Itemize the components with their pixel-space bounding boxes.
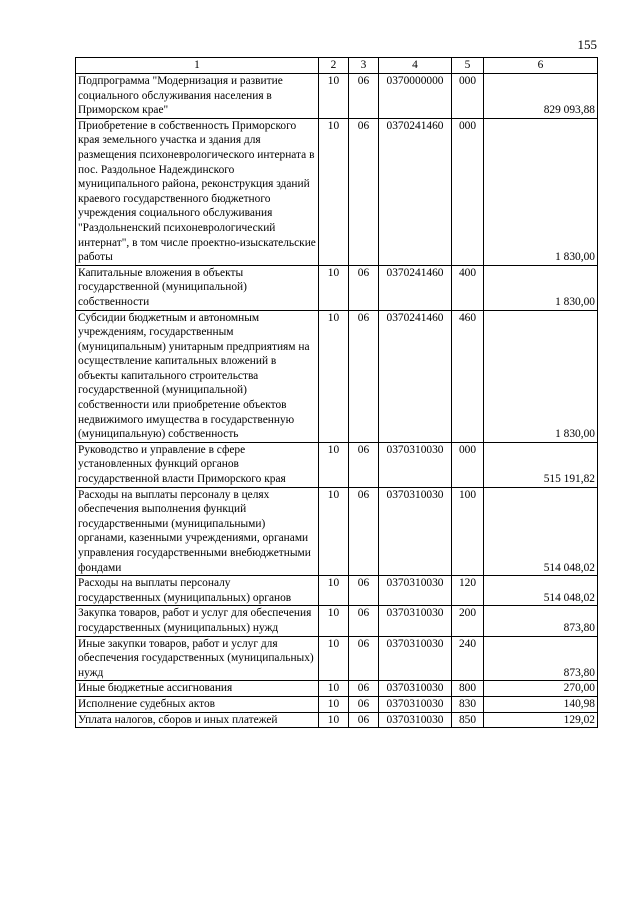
row-target-code: 0370310030 [379, 487, 452, 576]
page-number: 155 [577, 37, 597, 52]
row-name: Подпрограмма "Модернизация и развитие социального обслуживания населения в Приморском крае" [76, 74, 319, 119]
row-name: Закупка товаров, работ и услуг для обеспечения государственных (муниципальных) нужд [76, 606, 319, 636]
row-amount: 1 830,00 [484, 265, 598, 310]
row-target-code: 0370310030 [379, 681, 452, 697]
row-expense-type: 400 [452, 265, 484, 310]
row-target-code: 0370310030 [379, 442, 452, 487]
row-target-code: 0370310030 [379, 636, 452, 681]
row-expense-type: 200 [452, 606, 484, 636]
table-row [76, 74, 598, 119]
row-name: Приобретение в собственность Приморского края земельного участка и здания для размещения психоневрологического интерната в пос. Раздольное Надеждинского муниципального района, реконструкция зданий краевого государственного бюджетного учреждения социального обслуживания "Раздольненский психоневрологический интернат", в том числе проектно-изыскательские работы [76, 118, 319, 265]
row-target-code: 0370000000 [379, 74, 452, 119]
row-amount: 514 048,02 [484, 576, 598, 606]
row-amount: 140,98 [484, 696, 598, 712]
header-row [76, 58, 598, 74]
row-amount: 129,02 [484, 712, 598, 728]
row-expense-type: 240 [452, 636, 484, 681]
row-section: 10 [319, 265, 349, 310]
row-name: Уплата налогов, сборов и иных платежей [76, 712, 319, 728]
row-subsection: 06 [349, 696, 379, 712]
row-target-code: 0370241460 [379, 310, 452, 442]
table-row [76, 265, 598, 310]
row-amount: 1 830,00 [484, 310, 598, 442]
row-subsection: 06 [349, 118, 379, 265]
row-section: 10 [319, 442, 349, 487]
row-expense-type: 000 [452, 442, 484, 487]
table-row [76, 310, 598, 442]
row-amount: 873,80 [484, 636, 598, 681]
table-row [76, 576, 598, 606]
row-name: Иные бюджетные ассигнования [76, 681, 319, 697]
row-subsection: 06 [349, 74, 379, 119]
row-target-code: 0370310030 [379, 696, 452, 712]
row-subsection: 06 [349, 265, 379, 310]
row-name: Расходы на выплаты персоналу государственных (муниципальных) органов [76, 576, 319, 606]
column-header-section: 2 [319, 58, 349, 74]
row-expense-type: 800 [452, 681, 484, 697]
row-target-code: 0370310030 [379, 712, 452, 728]
row-name: Расходы на выплаты персоналу в целях обеспечения выполнения функций государственными (муниципальными) органами, казенными учреждениями, органами управления государственными внебюджетными фондами [76, 487, 319, 576]
table-row [76, 442, 598, 487]
row-subsection: 06 [349, 442, 379, 487]
row-section: 10 [319, 696, 349, 712]
table-row [76, 696, 598, 712]
row-target-code: 0370241460 [379, 118, 452, 265]
row-expense-type: 000 [452, 74, 484, 119]
row-section: 10 [319, 712, 349, 728]
column-header-subsection: 3 [349, 58, 379, 74]
row-section: 10 [319, 636, 349, 681]
table-row [76, 712, 598, 728]
row-target-code: 0370241460 [379, 265, 452, 310]
row-amount: 270,00 [484, 681, 598, 697]
row-section: 10 [319, 74, 349, 119]
row-expense-type: 000 [452, 118, 484, 265]
row-subsection: 06 [349, 712, 379, 728]
row-subsection: 06 [349, 576, 379, 606]
row-expense-type: 120 [452, 576, 484, 606]
row-target-code: 0370310030 [379, 576, 452, 606]
column-header-target: 4 [379, 58, 452, 74]
row-name: Субсидии бюджетным и автономным учреждениям, государственным (муниципальным) унитарным предприятиям на осуществление капитальных вложений в объекты капитального строительства государственной (муниципальной) собственности или приобретение объектов недвижимого имущества в государственную (муниципальную) собственность [76, 310, 319, 442]
table-row [76, 681, 598, 697]
row-amount: 514 048,02 [484, 487, 598, 576]
budget-table [75, 57, 598, 728]
row-expense-type: 850 [452, 712, 484, 728]
row-section: 10 [319, 606, 349, 636]
row-expense-type: 100 [452, 487, 484, 576]
column-header-amount: 6 [484, 58, 598, 74]
row-section: 10 [319, 576, 349, 606]
row-section: 10 [319, 681, 349, 697]
column-header-expense-type: 5 [452, 58, 484, 74]
column-header-name: 1 [76, 58, 319, 74]
row-subsection: 06 [349, 636, 379, 681]
row-subsection: 06 [349, 681, 379, 697]
row-amount: 873,80 [484, 606, 598, 636]
table-row [76, 636, 598, 681]
row-name: Капитальные вложения в объекты государственной (муниципальной) собственности [76, 265, 319, 310]
row-target-code: 0370310030 [379, 606, 452, 636]
row-subsection: 06 [349, 487, 379, 576]
row-name: Руководство и управление в сфере установленных функций органов государственной власти Приморского края [76, 442, 319, 487]
row-expense-type: 460 [452, 310, 484, 442]
table-row [76, 606, 598, 636]
row-amount: 515 191,82 [484, 442, 598, 487]
row-subsection: 06 [349, 606, 379, 636]
table-row [76, 487, 598, 576]
row-amount: 1 830,00 [484, 118, 598, 265]
row-name: Исполнение судебных актов [76, 696, 319, 712]
row-section: 10 [319, 487, 349, 576]
row-subsection: 06 [349, 310, 379, 442]
table-row [76, 118, 598, 265]
row-section: 10 [319, 118, 349, 265]
row-expense-type: 830 [452, 696, 484, 712]
row-section: 10 [319, 310, 349, 442]
row-amount: 829 093,88 [484, 74, 598, 119]
row-name: Иные закупки товаров, работ и услуг для обеспечения государственных (муниципальных) нужд [76, 636, 319, 681]
